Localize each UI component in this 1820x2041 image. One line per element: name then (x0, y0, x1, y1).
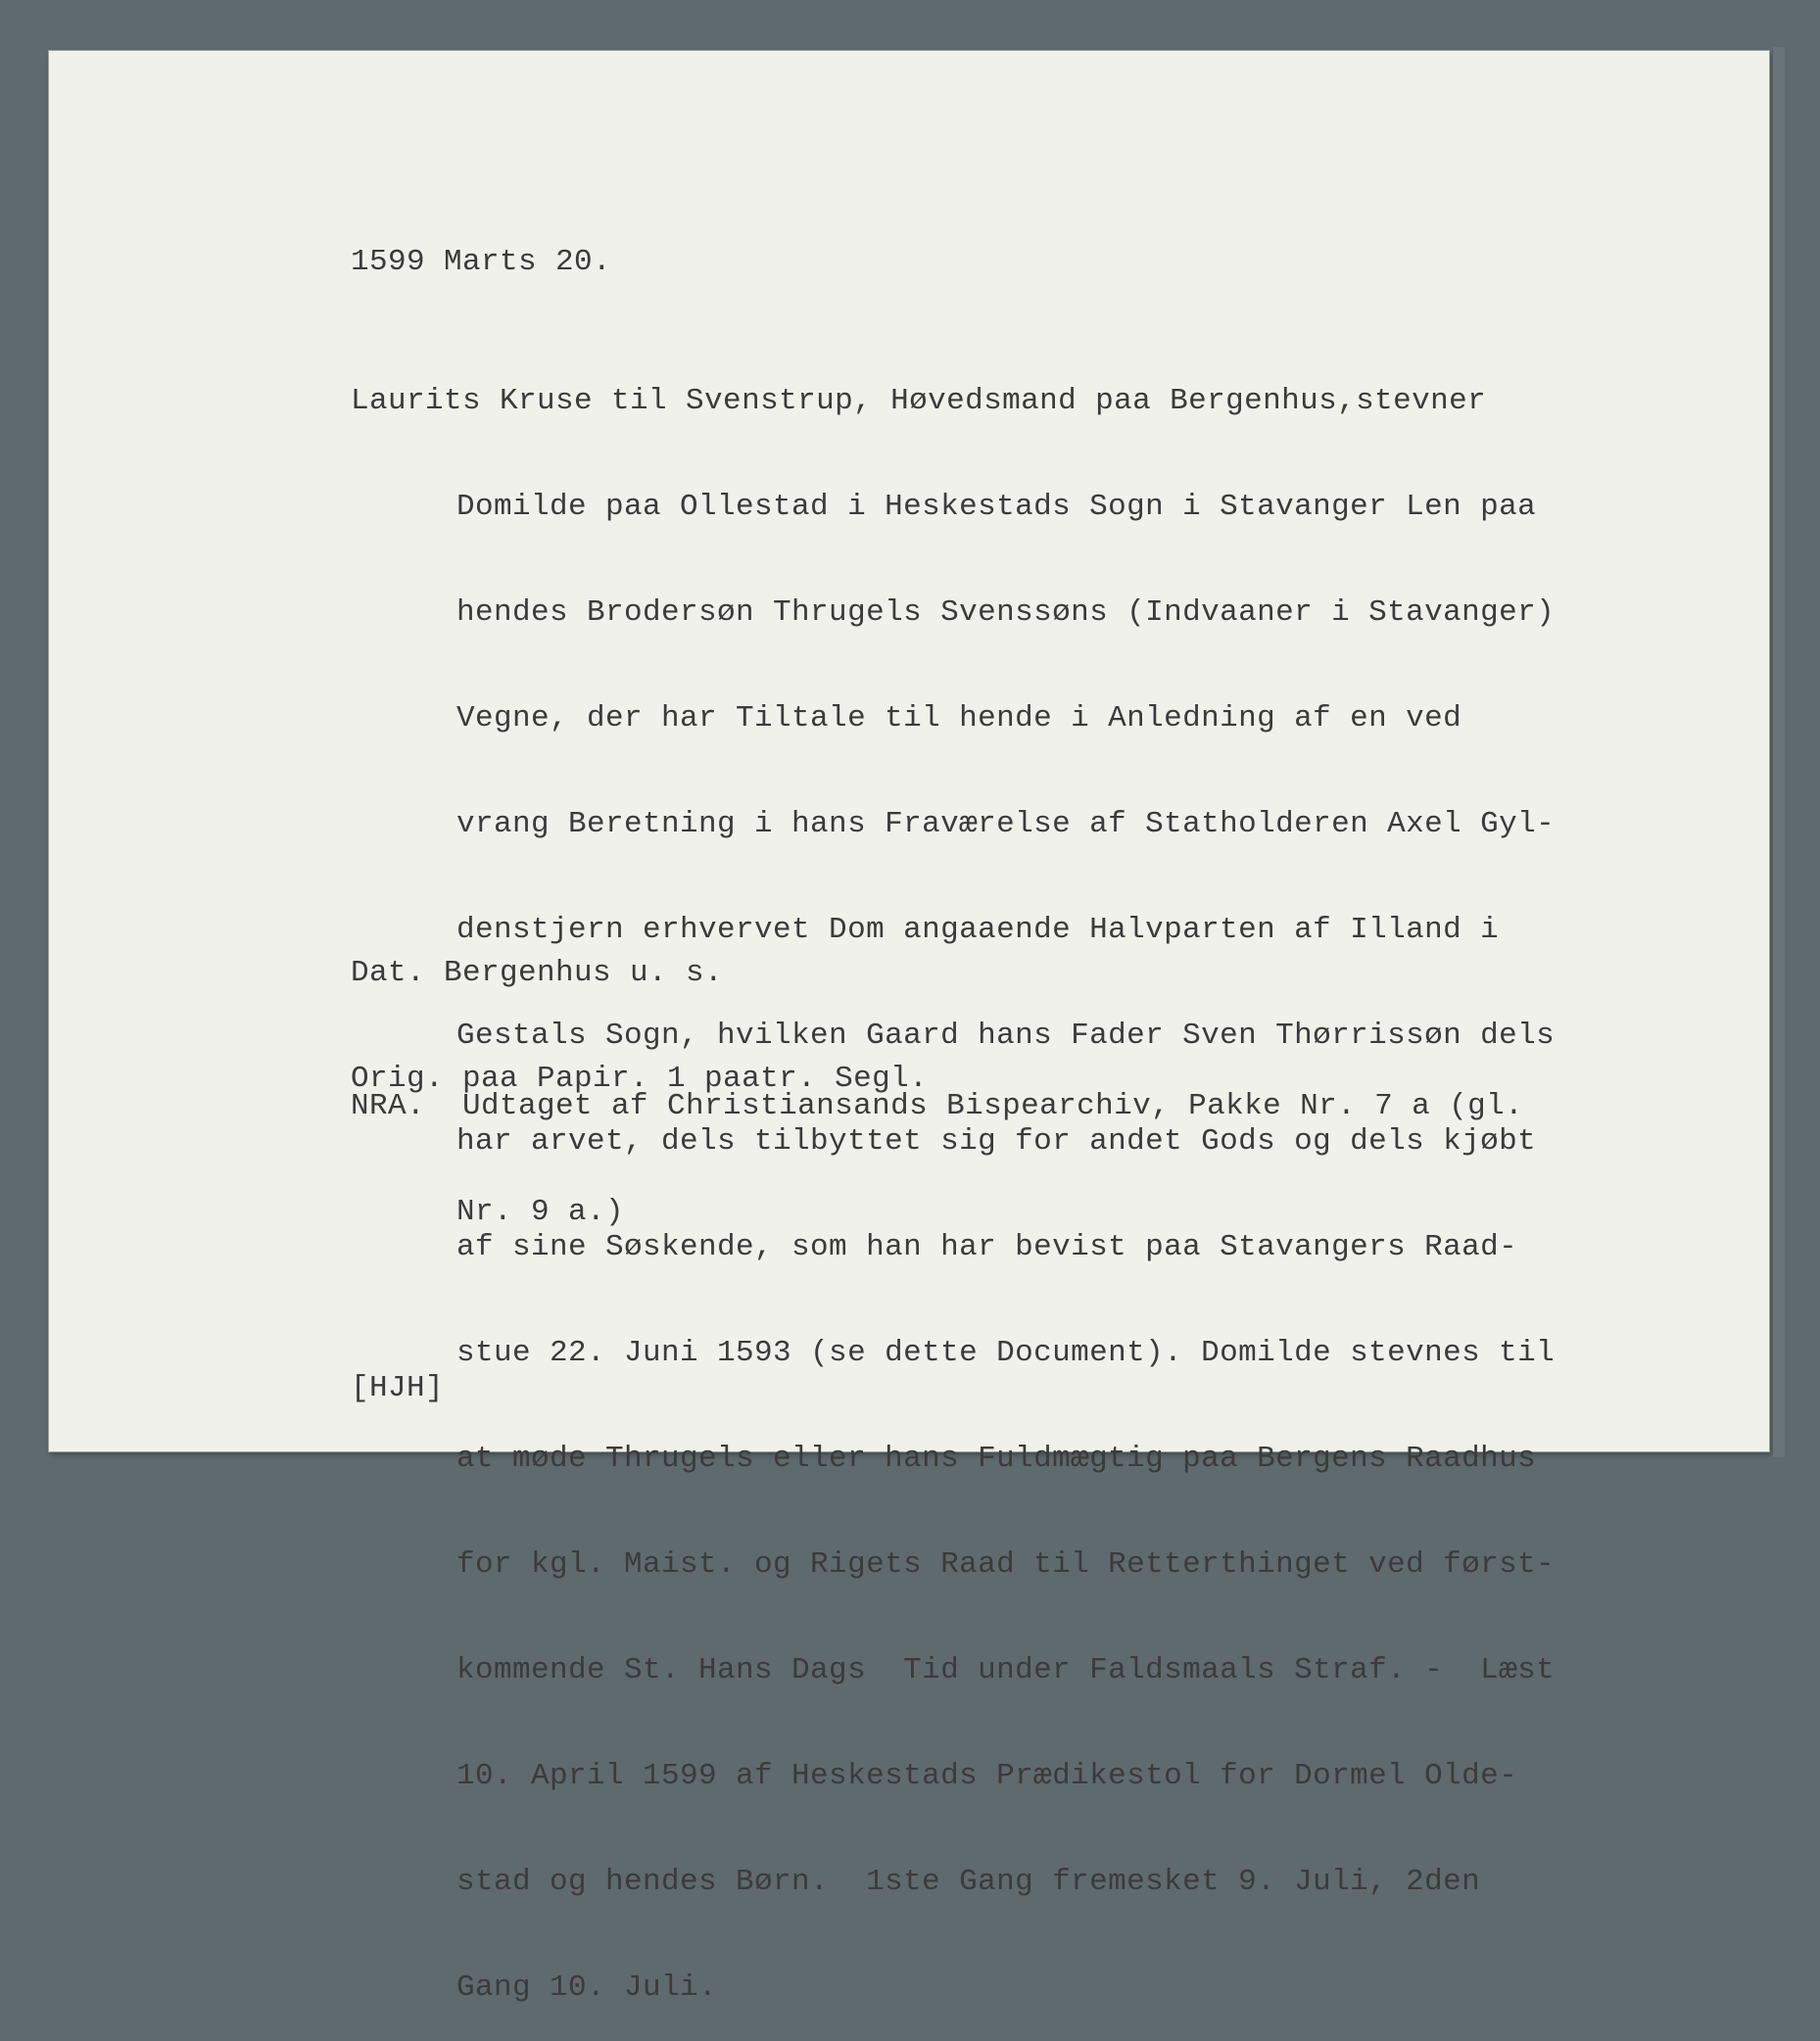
regest-line: vrang Beretning i hans Fraværelse af Statholderen Axel Gyl- (456, 807, 1556, 841)
regest-line: for kgl. Maist. og Rigets Raad til Retterthinget ved først- (456, 1547, 1556, 1582)
regest-line: Gang 10. Juli. (456, 1970, 718, 2005)
regest-line: kommende St. Hans Dags Tid under Faldsmaals Straf. - Læst (456, 1653, 1556, 1687)
regest-line: Laurits Kruse til Svenstrup, Høvedsmand paa Bergenhus,stevner (351, 384, 1487, 418)
regest-line: denstjern erhvervet Dom angaaende Halvparten af Illand i (456, 913, 1500, 947)
regest-line: af sine Søskende, som han har bevist paa Stavangers Raad- (456, 1230, 1518, 1264)
regest-line: har arvet, dels tilbyttet sig for andet Gods og dels kjøbt (456, 1124, 1537, 1159)
regest-line: Domilde paa Ollestad i Heskestads Sogn i Stavanger Len paa (456, 490, 1537, 524)
regest-line: Vegne, der har Tiltale til hende i Anledning af en ved (456, 701, 1462, 736)
regest-line: Gestals Sogn, hvilken Gaard hans Fader Sven Thørrissøn dels (456, 1019, 1556, 1053)
regest-line: 10. April 1599 af Heskestads Prædikestol for Dormel Olde- (456, 1759, 1518, 1793)
regest-line: stue 22. Juni 1593 (se dette Document). Domilde stevnes til (456, 1336, 1556, 1370)
regest-line: stad og hendes Børn. 1ste Gang fremesket 9. Juli, 2den (456, 1865, 1481, 1899)
document-date: 1599 Marts 20. (351, 245, 612, 279)
page-edge (1773, 47, 1785, 1457)
dat-line: Dat. Bergenhus u. s. (351, 956, 724, 990)
source-line: NRA. Udtaget af Christiansands Bispearchiv, Pakke Nr. 7 a (gl. (351, 1089, 1524, 1123)
regest-line: hendes Brodersøn Thrugels Svenssøns (Indvaaner i Stavanger) (456, 595, 1556, 630)
source-reference (351, 1019, 1523, 1265)
regest-line: at møde Thrugels eller hans Fuldmægtig paa Bergens Raadhus (456, 1442, 1537, 1476)
orig-line: Orig. paa Papir. 1 paatr. Segl. (351, 1062, 929, 1096)
source-line: Nr. 9 a.) (456, 1195, 625, 1229)
author-initials: [HJH] (351, 1371, 445, 1405)
